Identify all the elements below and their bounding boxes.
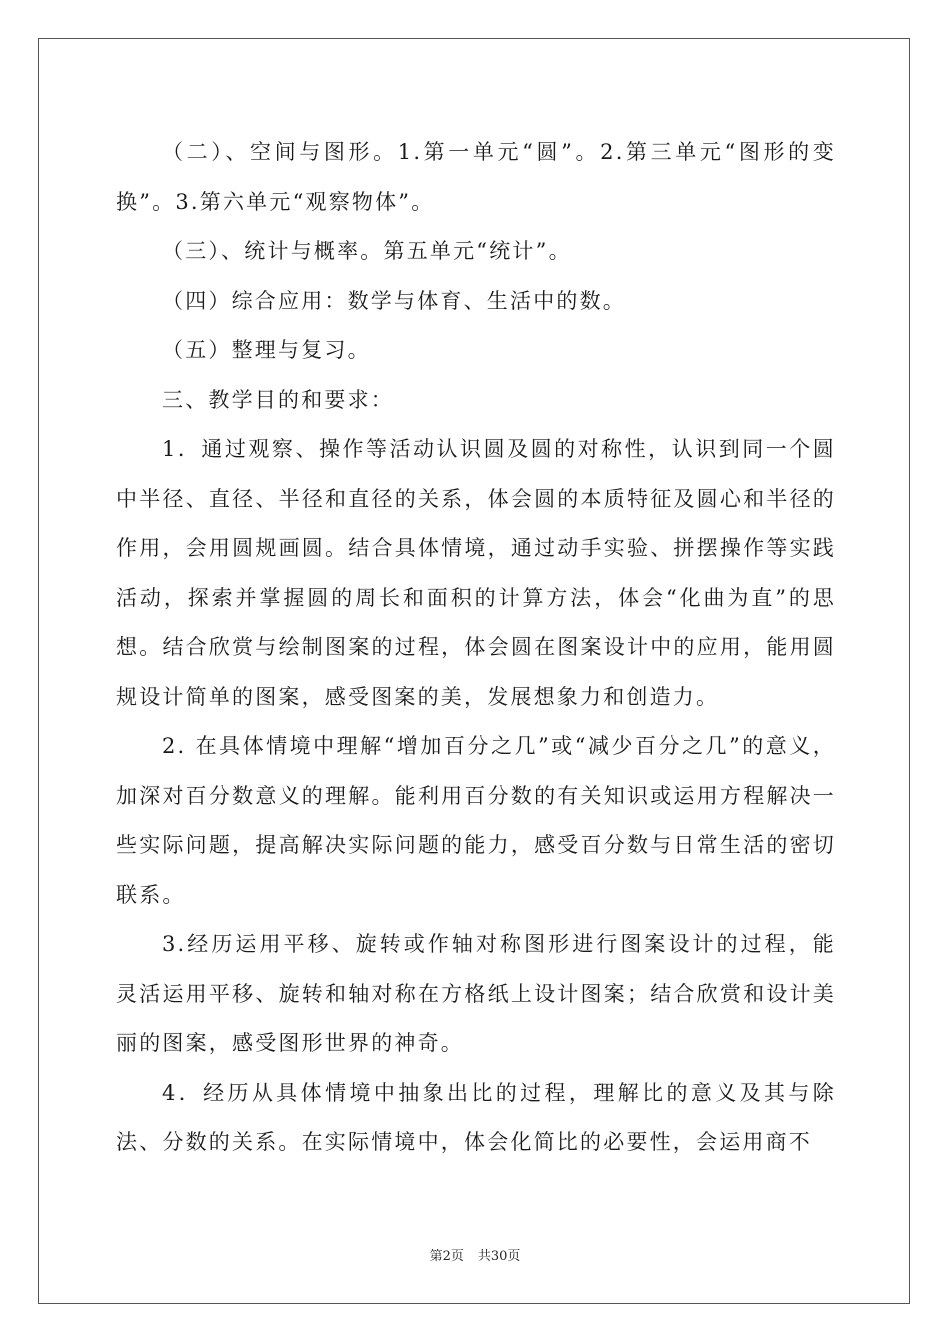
page-footer — [0, 1245, 950, 1264]
paragraph-goal-3: 3.经历运用平移、旋转或作轴对称图形进行图案设计的过程，能灵活运用平移、旋转和轴对称在方格纸上设计图案；结合欣赏和设计美丽的图案，感受图形世界的神奇。 — [116, 932, 836, 1055]
paragraph-goal-1: 1．通过观察、操作等活动认识圆及圆的对称性，认识到同一个圆中半径、直径、半径和直径的关系，体会圆的本质特征及圆心和半径的作用，会用圆规画圆。结合具体情境，通过动手实验、拼摆操作等实践活动，探索并掌握圆的周长和面积的计算方法，体会“化曲为直”的思想。结合欣赏与绘制图案的过程，体会圆在图案设计中的应用，能用圆规设计简单的图案，感受图案的美，发展想象力和创造力。 — [116, 437, 836, 709]
section-heading-goals: 三、教学目的和要求： — [162, 387, 394, 412]
paragraph-goal-2: 2. 在具体情境中理解“增加百分之几”或“减少百分之几”的意义，加深对百分数意义的理解。能利用百分数的有关知识或运用方程解决一些实际问题，提高解决实际问题的能力，感受百分数与日常生活的密切联系。 — [116, 734, 836, 907]
current-page-number: 第2页 — [429, 1249, 464, 1264]
total-pages: 共30页 — [477, 1249, 521, 1264]
document-body — [116, 128, 836, 1168]
paragraph-goal-4: 4．经历从具体情境中抽象出比的过程，理解比的意义及其与除法、分数的关系。在实际情境中，体会化简比的必要性，会运用商不 — [116, 1080, 836, 1154]
paragraph-review: （五）整理与复习。 — [162, 338, 371, 362]
paragraph-space-geometry: （二）、空间与图形。1.第一单元“圆”。2.第三单元“图形的变换”。3.第六单元“观察物体”。 — [116, 140, 836, 214]
paragraph-statistics: （三）、统计与概率。第五单元“统计”。 — [162, 239, 572, 263]
paragraph-comprehensive: （四）综合应用：数学与体育、生活中的数。 — [162, 288, 626, 313]
